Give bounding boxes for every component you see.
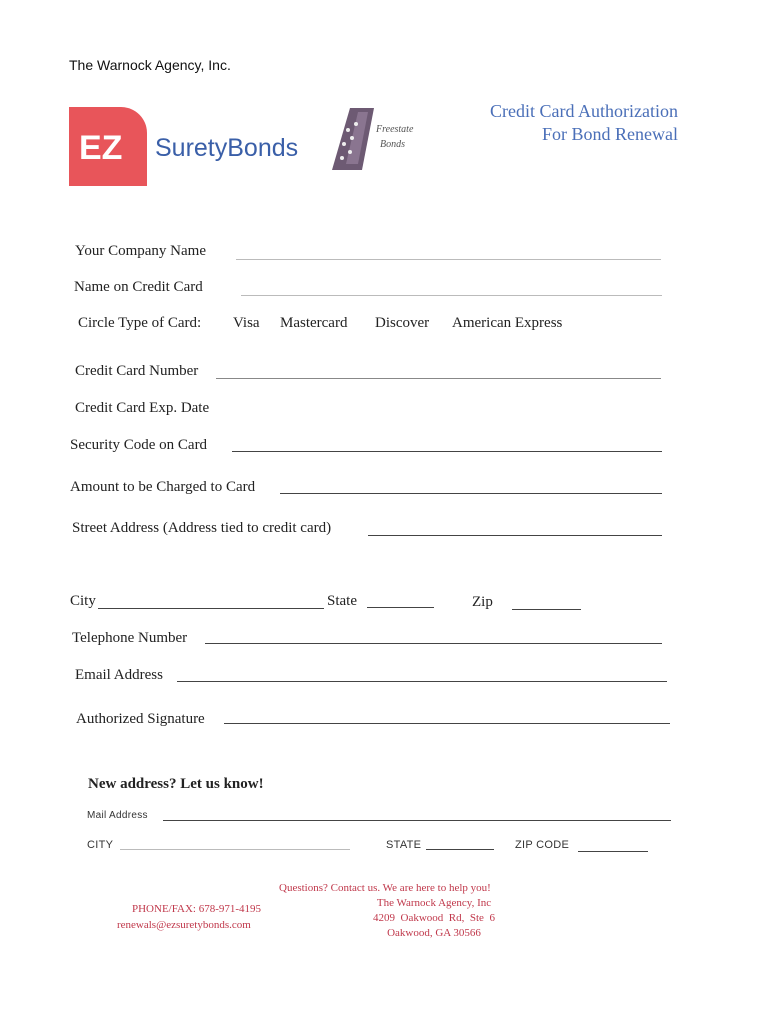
card-type-mastercard[interactable]: Mastercard — [280, 315, 348, 331]
mail-address-label: Mail Address — [87, 810, 148, 821]
name-on-card-line[interactable] — [241, 295, 662, 296]
questions-text: Questions? Contact us. We are here to help you! — [279, 882, 491, 894]
new-zip-label: ZIP CODE — [515, 839, 570, 851]
email-line[interactable] — [177, 681, 667, 682]
mail-address-line[interactable] — [163, 820, 671, 821]
amount-line[interactable] — [280, 493, 662, 494]
new-state-label: STATE — [386, 839, 422, 851]
email-label: Email Address — [75, 667, 163, 683]
card-number-line[interactable] — [216, 378, 661, 379]
card-type-label: Circle Type of Card: — [78, 315, 202, 331]
new-city-line[interactable] — [120, 849, 350, 850]
new-city-label: CITY — [87, 839, 114, 851]
state-label: State — [327, 593, 357, 609]
zip-line[interactable] — [512, 609, 581, 610]
contact-email[interactable]: renewals@ezsuretybonds.com — [117, 919, 251, 931]
new-address-heading: New address? Let us know! — [88, 776, 264, 792]
signature-label: Authorized Signature — [76, 711, 205, 727]
city-line[interactable] — [98, 608, 324, 609]
ez-logo: EZ — [69, 107, 147, 186]
agency-name: The Warnock Agency, Inc. — [69, 57, 231, 73]
company-name-label: Your Company Name — [75, 243, 206, 259]
card-number-label: Credit Card Number — [75, 363, 199, 379]
form-title: Credit Card Authorization For Bond Renewal — [490, 101, 678, 144]
security-code-label: Security Code on Card — [70, 437, 208, 453]
card-type-visa[interactable]: Visa — [233, 315, 260, 331]
surety-bonds-logo-text: SuretyBonds — [155, 134, 299, 162]
telephone-line[interactable] — [205, 643, 662, 644]
amount-label: Amount to be Charged to Card — [70, 479, 256, 495]
freestate-bonds-text: Freestate Bonds — [376, 124, 414, 150]
state-line[interactable] — [367, 607, 434, 608]
agency-address: The Warnock Agency, Inc 4209 Oakwood Rd, Ste 6 Oakwood, GA 30566 — [373, 897, 495, 939]
zip-label: Zip — [472, 594, 493, 610]
city-label: City — [70, 593, 96, 609]
exp-date-label: Credit Card Exp. Date — [75, 400, 210, 416]
street-address-line[interactable] — [368, 535, 662, 536]
street-address-label: Street Address (Address tied to credit card) — [72, 520, 332, 536]
security-code-line[interactable] — [232, 451, 662, 452]
signature-line[interactable] — [224, 723, 670, 724]
company-name-line[interactable] — [236, 259, 661, 260]
new-zip-line[interactable] — [578, 851, 648, 852]
telephone-label: Telephone Number — [72, 630, 188, 646]
phone-fax: PHONE/FAX: 678-971-4195 — [132, 903, 262, 915]
card-type-amex[interactable]: American Express — [452, 315, 563, 331]
name-on-card-label: Name on Credit Card — [74, 279, 203, 295]
card-type-discover[interactable]: Discover — [375, 315, 430, 331]
new-state-line[interactable] — [426, 849, 494, 850]
